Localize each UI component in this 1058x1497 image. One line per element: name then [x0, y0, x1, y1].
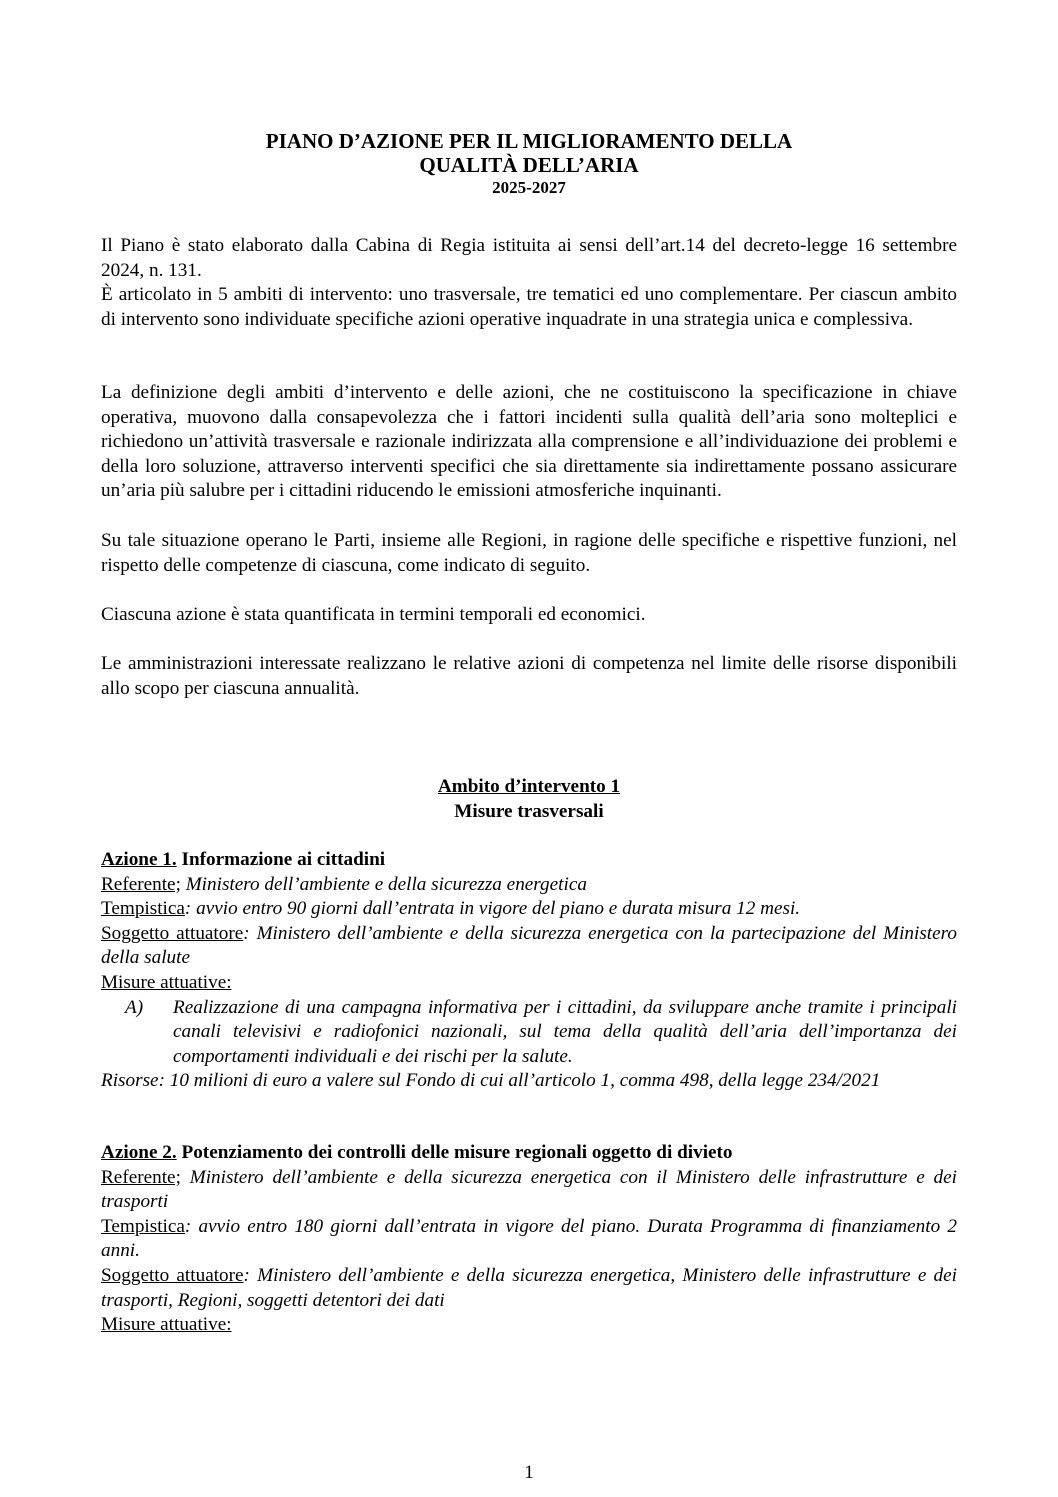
azione-2-referente [101, 1166, 957, 1215]
azione-2 [101, 1141, 957, 1338]
page-number: 1 [524, 1462, 534, 1483]
azione-1-heading [101, 848, 957, 873]
title-years: 2025-2027 [492, 178, 566, 197]
azione-1-risorse: Risorse: 10 milioni di euro a valere sul Fondo di cui all’articolo 1, comma 498, della legge 234/2021 [101, 1070, 881, 1092]
azione-1-misure-label: Misure attuative: [101, 971, 232, 993]
intro-paragraph-4: Ciascuna azione è stata quantificata in termini temporali ed economici. [101, 604, 646, 625]
azione-1-soggetto [101, 922, 957, 971]
document-title [101, 129, 957, 199]
intro-text-1a: Il Piano è stato elaborato dalla Cabina di Regia istituita ai sensi dell’art.14 del decreto-legge 16 settembre 2024, n. 131. [101, 235, 957, 281]
title-line-1: PIANO D’AZIONE PER IL MIGLIORAMENTO DELLA [265, 129, 793, 153]
tempistica-label: Tempistica [101, 898, 185, 920]
azione-1 [101, 848, 957, 1094]
azione-1-title: Informazione ai cittadini [176, 849, 386, 870]
azione-2-soggetto [101, 1264, 957, 1313]
intro-paragraph-2: La definizione degli ambiti d’intervento e delle azioni, che ne costituiscono la specificazione in chiave operativa, muovono dalla consapevolezza che i fattori incidenti sulla qualità dell’aria sono molteplici e richiedono un’attività trasversale e razionale indirizzata alla comprensione e all’individuazione dei problemi e della loro soluzione, attraverso interventi specifici che sia direttamente sia indirettamente possano assicurare un’aria più salubre per i cittadini riducendo le emissioni atmosferiche inquinanti. [101, 382, 957, 502]
measure-text: Realizzazione di una campagna informativa per i cittadini, da sviluppare anche tramite i principali canali televisivi e radiofonici nazionali, sul tema della qualità dell’aria dell’importanza dei comportamenti individuali e dei rischi per la salute. [173, 996, 957, 1067]
azione-2-misure-label: Misure attuative: [101, 1314, 232, 1336]
azione-2-heading [101, 1141, 957, 1166]
soggetto-value: : Ministero dell’ambiente e della sicurezza energetica con la partecipazione del Ministero della salute [101, 922, 957, 969]
soggetto-label: Soggetto attuatore [101, 922, 244, 944]
referente-label: Referente; [101, 873, 181, 895]
intro-paragraph-3: Su tale situazione operano le Parti, insieme alle Regioni, in ragione delle specifiche e rispettive funzioni, nel rispetto delle competenze di ciascuna, come indicato di seguito. [101, 530, 957, 576]
soggetto-value: : Ministero dell’ambiente e della sicurezza energetica, Ministero delle infrastrutture e dei trasporti, Regioni, soggetti detentori dei dati [101, 1264, 957, 1311]
ambito-subheading: Misure trasversali [454, 800, 604, 822]
azione-1-tempistica [101, 897, 957, 922]
referente-value: Ministero dell’ambiente e della sicurezza energetica con il Ministero delle infrastrutture e dei trasporti [101, 1166, 957, 1213]
azione-2-label: Azione 2. [101, 1142, 177, 1163]
measure-marker: A) [125, 996, 144, 1018]
referente-label: Referente; [101, 1166, 181, 1188]
referente-value: Ministero dell’ambiente e della sicurezza energetica [180, 873, 587, 895]
ambito-heading: Ambito d’intervento 1 [437, 776, 621, 797]
ambito-heading-block [101, 775, 957, 824]
intro-paragraph-1 [101, 234, 957, 332]
soggetto-label: Soggetto attuatore [101, 1264, 244, 1286]
intro-text-1b: È articolato in 5 ambiti di intervento: uno trasversale, tre tematici ed uno complementare. Per ciascun ambito di intervento sono individuate specifiche azioni operative inquadrate in una strategia unica e complessiva. [101, 284, 957, 330]
azione-1-measure-a [101, 996, 957, 1070]
azione-1-referente [101, 873, 957, 898]
azione-2-tempistica [101, 1215, 957, 1264]
tempistica-label: Tempistica [101, 1215, 185, 1237]
azione-2-title: Potenziamento dei controlli delle misure regionali oggetto di divieto [176, 1142, 733, 1163]
tempistica-value: : avvio entro 180 giorni dall’entrata in vigore del piano. Durata Programma di finanziamento 2 anni. [101, 1215, 957, 1262]
intro-paragraph-5: Le amministrazioni interessate realizzano le relative azioni di competenza nel limite delle risorse disponibili allo scopo per ciascuna annualità. [101, 653, 957, 699]
tempistica-value: : avvio entro 90 giorni dall’entrata in vigore del piano e durata misura 12 mesi. [184, 898, 801, 920]
title-line-2: QUALITÀ DELL’ARIA [419, 153, 639, 177]
azione-1-label: Azione 1. [101, 849, 177, 870]
